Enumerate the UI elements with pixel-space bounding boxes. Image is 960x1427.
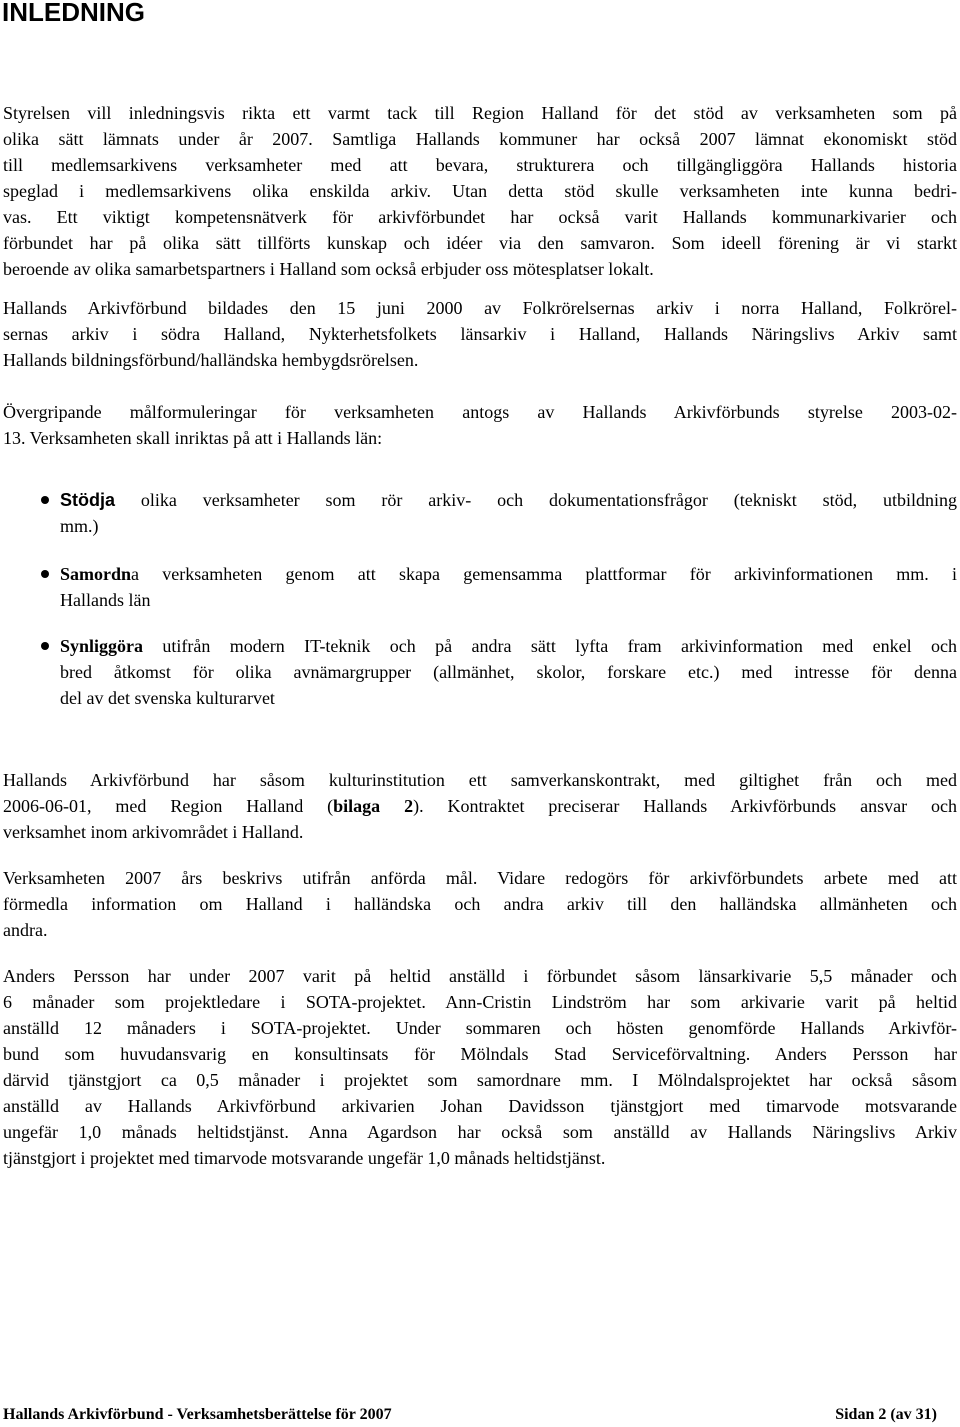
text-line	[60, 561, 957, 587]
intro-paragraph	[3, 100, 957, 282]
text-line: anställd 12 månaders i SOTA-projektet. Under sommaren och hösten genomförde Hallands Arkivför-	[3, 1018, 957, 1038]
text-line: bred åtkomst för olika avnämargrupper (allmänhet, skolor, forskare etc.) med intresse för denna	[60, 662, 957, 682]
text-line: mm.)	[60, 516, 99, 536]
contract-paragraph	[3, 767, 957, 845]
text-line: olika sätt lämnats under år 2007. Samtliga Hallands kommuner har också 2007 lämnat ekonomiskt stöd	[3, 129, 957, 149]
text-line: därvid tjänstgjort ca 0,5 månader i projektet som samordnare mm. I Mölndalsprojektet har också såsom	[3, 1070, 957, 1090]
text-line	[60, 487, 957, 513]
goal-text	[60, 633, 957, 711]
text-line: anställd av Hallands Arkivförbund arkivarien Johan Davidsson tjänstgjort med timarvode motsvarande	[3, 1096, 957, 1116]
goal-keyword: Samordn	[60, 564, 132, 584]
text-line: 13. Verksamheten skall inriktas på att i Hallands län:	[3, 428, 383, 448]
text-line: del av det svenska kulturarvet	[60, 688, 275, 708]
staff-paragraph	[3, 963, 957, 1171]
text-line: ungefär 1,0 månads heltidstjänst. Anna Agardson har också som anställd av Hallands Näringslivs Arkiv	[3, 1122, 957, 1142]
text-line: bund som huvudansvarig en konsultinsats för Mölndals Stad Serviceförvaltning. Anders Persson har	[3, 1044, 957, 1064]
text-line: 6 månader som projektledare i SOTA-projektet. Ann-Cristin Lindström har som arkivarie varit på heltid	[3, 992, 957, 1012]
page-heading: INLEDNING	[2, 0, 145, 27]
text-line: till medlemsarkivens verksamheter med att bevara, strukturera och tillgängliggöra Hallands historia	[3, 155, 957, 175]
activities-paragraph	[3, 865, 957, 943]
text-line: verksamhet inom arkivområdet i Halland.	[3, 822, 304, 842]
bullet-icon	[41, 642, 49, 650]
text-line: tjänstgjort i projektet med timarvode motsvarande ungefär 1,0 månads heltidstjänst.	[3, 1148, 606, 1168]
text-line: Övergripande målformuleringar för verksamheten antogs av Hallands Arkivförbunds styrelse 2003-02-	[3, 402, 957, 422]
text-line: Styrelsen vill inledningsvis rikta ett varmt tack till Region Halland för det stöd av verksamheten som på	[3, 103, 957, 123]
goal-keyword: Stödja	[60, 490, 116, 510]
goal-rest: utifrån modern IT-teknik och på andra sätt lyfta fram arkivinformation med enkel och	[143, 636, 957, 656]
text-line: Anders Persson har under 2007 varit på heltid anställd i förbundet såsom länsarkivarie 5,5 månader och	[3, 966, 957, 986]
contract-text-post: ). Kontraktet preciserar Hallands Arkivförbunds ansvar och	[413, 796, 958, 816]
text-line: sernas arkiv i södra Halland, Nykterhetsfolkets länsarkiv i Halland, Hallands Näringslivs Arkiv samt	[3, 324, 957, 344]
text-line: andra.	[3, 920, 48, 940]
founding-paragraph	[3, 295, 957, 373]
footer-document-title: Hallands Arkivförbund - Verksamhetsberättelse för 2007	[3, 1406, 392, 1423]
footer-page-number: Sidan 2 (av 31)	[835, 1406, 937, 1423]
goals-paragraph	[3, 399, 957, 451]
bullet-icon	[41, 570, 49, 578]
text-line: förmedla information om Halland i halländska och andra arkiv till den halländska allmänheten och	[3, 894, 957, 914]
goal-text	[60, 487, 957, 539]
text-line: förbundet har på olika sätt tillförts kunskap och idéer via den samvaron. Som ideell förening är vi starkt	[3, 233, 957, 253]
goal-keyword: Synliggöra	[60, 636, 144, 656]
text-line	[60, 633, 957, 659]
text-line: Verksamheten 2007 års beskrivs utifrån anförda mål. Vidare redogörs för arkivförbundets arbete med att	[3, 868, 957, 888]
appendix-reference: bilaga 2	[333, 796, 414, 816]
goal-rest: olika verksamheter som rör arkiv- och dokumentationsfrågor (tekniskt stöd, utbildning	[115, 490, 957, 510]
bullet-icon	[41, 496, 49, 504]
goal-text	[60, 561, 957, 613]
text-line: vas. Ett viktigt kompetensnätverk för arkivförbundet har också varit Hallands kommunarkivarier och	[3, 207, 957, 227]
text-line: Hallands Arkivförbund har såsom kulturinstitution ett samverkanskontrakt, med giltighet från och med	[3, 770, 957, 790]
text-line: Hallands län	[60, 590, 151, 610]
text-line: beroende av olika samarbetspartners i Halland som också erbjuder oss mötesplatser lokalt.	[3, 259, 654, 279]
text-line: Hallands bildningsförbund/halländska hembygdsrörelsen.	[3, 350, 419, 370]
page-footer	[3, 1404, 957, 1426]
text-line: Hallands Arkivförbund bildades den 15 juni 2000 av Folkrörelsernas arkiv i norra Halland, Folkrörel-	[3, 298, 957, 318]
contract-text-pre: 2006-06-01, med Region Halland (	[3, 796, 334, 816]
text-line	[3, 793, 957, 819]
text-line: speglad i medlemsarkivens olika enskilda arkiv. Utan detta stöd skulle verksamheten inte kunna bedri-	[3, 181, 957, 201]
goal-rest: a verksamheten genom att skapa gemensamma plattformar för arkivinformationen mm. i	[131, 564, 957, 584]
